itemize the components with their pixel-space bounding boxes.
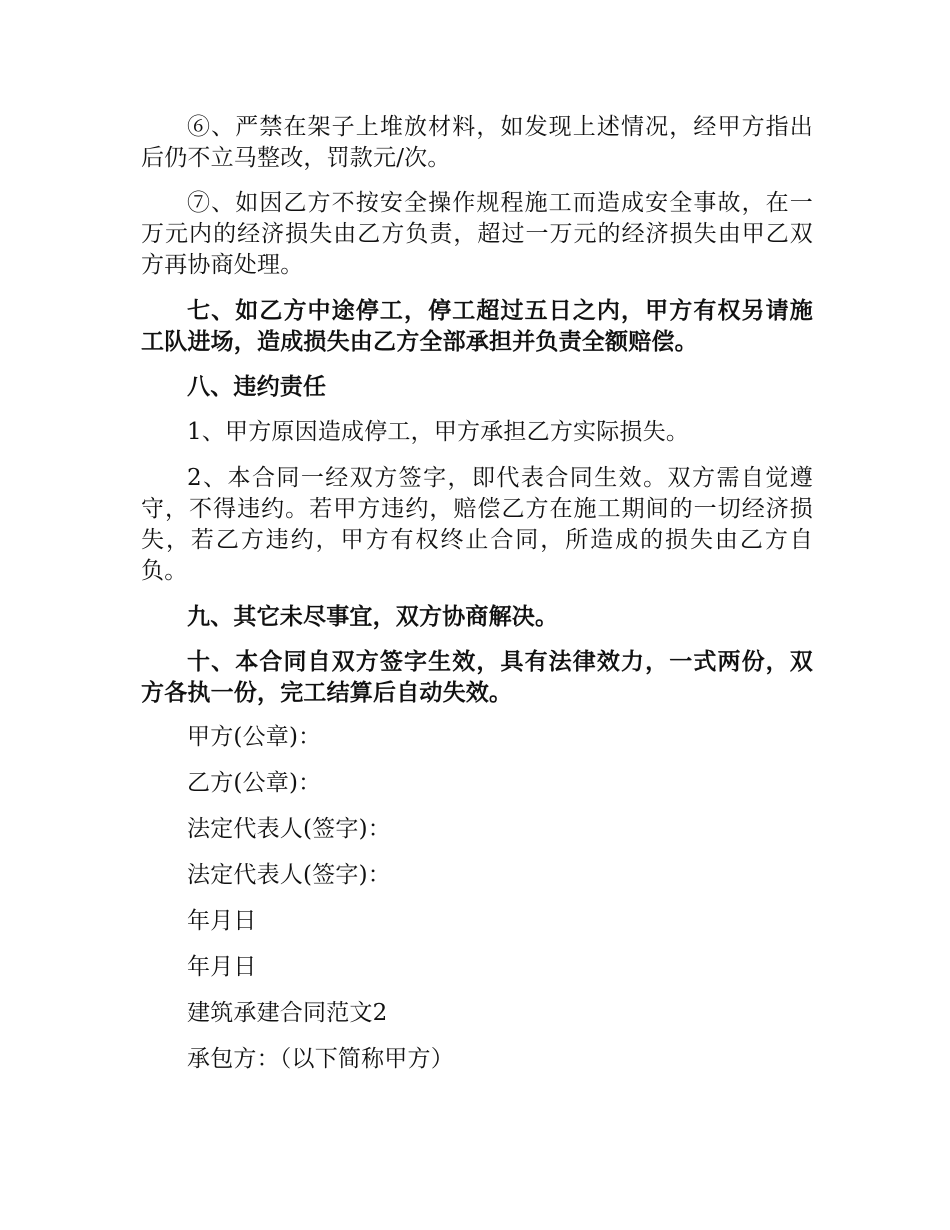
section-10: 十、本合同自双方签字生效，具有法律效力，一式两份，双方各执一份，完工结算后自动失效。 bbox=[141, 648, 813, 706]
section-8-heading: 八、违约责任 bbox=[187, 373, 327, 400]
party-b-seal: 乙方(公章)： bbox=[187, 770, 322, 796]
section-9: 九、其它未尽事宜，双方协商解决。 bbox=[187, 603, 559, 630]
date-line-a: 年月日 bbox=[187, 908, 257, 934]
contractor-line: 承包方：（以下简称甲方） bbox=[187, 1046, 454, 1072]
contract-sample-title: 建筑承建合同范文2 bbox=[187, 1000, 388, 1026]
section-7-work-stoppage: 七、如乙方中途停工，停工超过五日之内，甲方有权另请施工队进场，造成损失由乙方全部承担并负责全额赔偿。 bbox=[141, 297, 813, 355]
section-8-item-2: 2、本合同一经双方签字，即代表合同生效。双方需自觉遵守，不得违约。若甲方违约，赔偿乙方在施工期间的一切经济损失，若乙方违约，甲方有权终止合同，所造成的损失由乙方自负。 bbox=[141, 465, 813, 584]
legal-rep-signature-b: 法定代表人(签字)： bbox=[187, 862, 391, 888]
clause-6-storage-ban: ⑥、严禁在架子上堆放材料，如发现上述情况，经甲方指出后仍不立马整改，罚款元/次。 bbox=[141, 114, 813, 171]
date-line-b: 年月日 bbox=[187, 954, 257, 980]
legal-rep-signature-a: 法定代表人(签字)： bbox=[187, 816, 391, 842]
section-8-item-1: 1、甲方原因造成停工，甲方承担乙方实际损失。 bbox=[187, 419, 690, 445]
party-a-seal: 甲方(公章)： bbox=[187, 724, 322, 750]
document-body bbox=[141, 112, 813, 1090]
clause-7-safety-accident: ⑦、如因乙方不按安全操作规程施工而造成安全事故，在一万元内的经济损失由乙方负责，超过一万元的经济损失由甲乙双方再协商处理。 bbox=[141, 190, 813, 278]
